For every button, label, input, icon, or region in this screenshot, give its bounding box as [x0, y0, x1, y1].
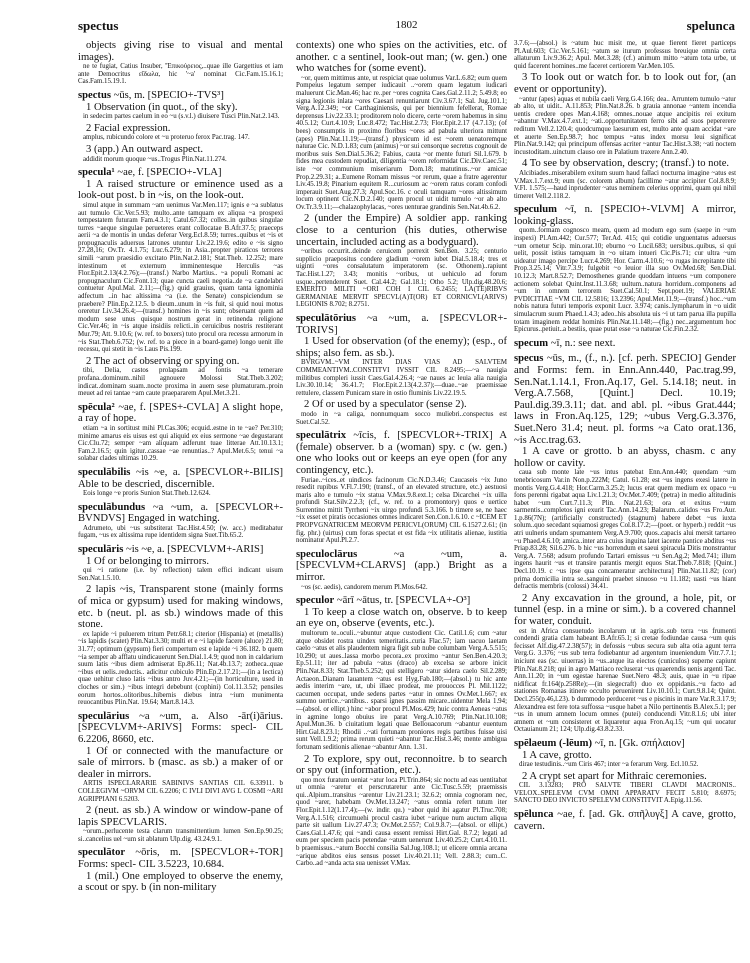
citation-block: tibi, Delia, castos prolapsam ad fontis ~a temerare profana..dominum..nihil agnouere Molossi Stat.Theb.3.202; indicat..dominam suam..nocte proxima in auem sese plumaturam..proin meuet ad rei tantae ~am caute praepararem Apul.Met.3.21.	[78, 367, 283, 398]
sense-definition: 1 A raised structure or eminence used as a look-out post. b in ~is, on the look-out.	[78, 178, 283, 202]
dictionary-entry-head	[296, 313, 507, 336]
sense-definition: 1 To keep a close watch on, observe. b to keep an eye on, observe (events, etc.).	[296, 606, 507, 630]
running-header	[78, 18, 735, 34]
dictionary-entry-head	[296, 549, 507, 584]
sense-definition: 2 Facial expression.	[86, 122, 171, 134]
citation-block: Furiae..~ices..et uindices facinorum Cic.N.D.3.46; Caucaseis ~ix Juno resedit rupibus V.Fl.7.190; (transf., of an elevated structure, etc.) aestuosi maris alto e tumulo ~ix statua V.Max.9.8.ext.1; celsa Dicarchei ~ix uilla profundi Stat.Silv.2.2.3; (cf., w. ref. to a promontory) quos e uertice Surrentino mittit Tyrrheni ~ix uirgo profundi 5.3.166. b timere se, ne haec ~ix esset et piratis occasiones omnes indicaret Sen.Con.1.6.10. c ~ICEM ET PROPVGNATRICEM MEORVM PERICVL(ORUM) CIL 6.1527.2.61; (in fig. phr.) (uirtus) cum foras spectat et est fida ~ix utilitatis alienae, iustitia nominatur Apul.Pl.2.7.	[296, 476, 507, 545]
first-headword: spectus	[78, 18, 119, 33]
sense-definition: contexts) one who spies on the activities, etc. of another. c a sentinel, look-out man; (w. gen.) one who watches for (some event).	[296, 40, 507, 75]
sense-definition: 2 (under the Empire) A soldier app. ranking close to a centurion (his duties, otherwise uncertain, included acting as a bodyguard).	[296, 213, 507, 248]
sense-definition: 4 To see by observation, descry; (transf.) to note.	[522, 158, 730, 170]
entry-gloss: ~a ~um, a. [SPECVLVM+CLARVS] (app.) Bright as a mirror.	[296, 548, 507, 584]
entry-gloss: ~ī, n. [SPECIO+-VLVM] A mirror, looking-glass.	[514, 204, 736, 227]
entry-gloss: ~a ~um, a. [SPECVLOR+-BVNDVS] Engaged in watching.	[78, 501, 283, 525]
headword: speculum	[514, 204, 557, 216]
citation-block: qui ~i ratione (i.e. by reflection) talem effici indicant uisum Sen.Nat.1.5.10.	[78, 567, 283, 582]
headword: speculātōrius	[296, 313, 357, 324]
citation-block: quo mox furatum ueniat ~atur loca Pl.Trin.864; sic noctu ad eas uentitabat ut omnia ~aretur et perscrutaretur ante Cic.Tusc.5.59; praemissis qui..Alpium..transitus ~arentur Liv.21.23.1; 32.6.2; omnia cognoram nec, quod ~arer, habebam Ov.Met.13.247; ~atus omnia refert tutum iter Flor.Epit.1.12(1.17.4);—(w. indir. qu.) ~abor quid ibi agatur Pl.Truc.708; Verg.A.1.516; circumuehi procul castra iubet ~arique num auctum aliqua parte sit uallum Liv.27.47.3; Ov.Met.2.557; Col.9.8.7;—(absol. or ellipt.) Caes.Gal.1.47.6; qui ~andi causa essent remissi Hirt.Gal. 8.7.2; legati ad eum per speciem pacis petendae ~atum uenerunt Liv.40.25.2; Curt.4.10.11. b praemissus..~atum Bocchi consilia Sal.Jug.108.1; ut elicere omnia arcana ~arique abditos eius sensus posset Liv.40.21.11; Vell. 2.88.3; cum..C. Carbo..ad ~anda acta sua uenisset V.Max.	[296, 776, 507, 868]
headword: spēcula²	[78, 401, 115, 413]
citation-block: dirae testudinis..~um Ciris 467; inter ~a ferarum Verg. Ecl.10.52.	[519, 761, 699, 769]
dictionary-entry-head	[514, 338, 736, 350]
dictionary-entry-head	[296, 430, 507, 476]
headword: speculāris	[78, 544, 124, 556]
sense-definition: 2 Any excavation in the ground, a hole, pit, or tunnel (esp. in a mine or sim.). b a covered channel for water, conduit.	[514, 592, 736, 627]
citation-block: ARTIS ISPECLARARIE SABINIVS SANTIAS CIL 6.33911. b COLLEGIVM ~ORVM CIL 6.2206; C IVLI DIVI AVG L COSMI ~ARI AGRIPPIANI 6.5203.	[78, 780, 283, 803]
dictionary-entry-head	[78, 502, 283, 525]
entry-gloss: ~ae, f. [SPES+-CVLA] A slight hope, a ray of hope.	[78, 401, 283, 425]
entry-gloss: ~is ~e, a. [SPECVLOR+-BILIS] Able to be descried, discernible.	[78, 466, 283, 490]
citation-block: caua sub monte late ~us intus patebat Enn.Ann.440; quendam ~um tenebricosum Var.in Non.p.222M; Catul. 61.28; est ~us ingens exesi latere in montis Verg.G.4.418; Hor.Carm.3.25.2; lucus erat quem medium ex opaco ~u fons perenni rigabat aqua Liv.1.21.3; Ov.Met.7.409; (petra) in medio altitudinis habet ~um Curt.7.11.3; Plin. Nat.21.63; ora et exitus ~uum sarmentis..completos igni exurit Tac.Ann.14.23; Balarum..calidos ~us Fro.Aur. 1.p.86(7N); (artificially constructed) (stagnum) habere debet ~us iuxta solum..quo secedant squamosi greges Col.8.17.2;—(poet. or hyperb.) reddit ~us atri uulneris undam spumantem Verg.A.9.700; quos..capacis alui mersit tartareo ~u Phaed.4.6.10; amica..inter atra cuius inguina latet iacente pantice abditus ~us Priap.83.28; Sil.6.276. b hic ~us horrendum et saeui spiracula Ditis monstrantur Verg.A. 7.568; adsum profundo Tartari emissus ~u Sen.Ag.2; Med.741; illum ingens haurit ~us et transire parantis mergit equos Stat.Theb.7.818; [Quint.] Decl.10.19. c ~us ipse qua concameratur architectura] Plin.Nat.11.82; (cor) prima domicilia intra se..sanguini praebet sinuoso ~u 11.182; uasti ~us hiant defractis membris (colossi) 34.41.	[514, 469, 736, 591]
entry-gloss: ~is ~e, a. [SPECVLVM+-ARIS]	[123, 544, 264, 556]
citation-block: ne te fugiat, Catius Insuber, 'Ἐπικούρειος,..quae ille Gargettius et iam ante Democritus εἴδωλα, hic '~a' nominat Cic.Fam.15.16.1; Cas.Fam.15.19.1.	[78, 63, 283, 86]
entry-gloss: ~ae, f. [SPECIO+-VLA]	[114, 167, 222, 179]
entry-gloss: ~ūs, m., (f., n.). [cf. perh. SPECIO] Gender and Forms: fem. in Enn.Ann.440, Pac.trag.99, Sen.Nat.1.14.1, Fron.Aq.17, Gel. 5.14.18; neut. in Verg.A.7.568, [Quint.] Decl. 10.19; Paul.dig.39.3.11; dat. and abl. pl. ~ibus Grat.444; laws in Fron.Aq.125, 129; ~ubus Verg.G.3.376, Suet.Nero 31.4; neut. pl. forms ~a Cato orat.136, ~is Acc.trag.63.	[514, 353, 736, 446]
headword: spēlaeum (-lēum)	[514, 737, 592, 749]
sense-definition: 1 Used for observation (of the enemy); (esp., of ships; also fem. as sb.).	[296, 336, 507, 359]
sense-definition: 1 Observation (in quot., of the sky).	[86, 101, 238, 113]
citation-block: etiam ~a in sortitust mihi Pl.Cas.306; ecquid..estne in te ~ae? Per.310; minime amarus eis uisus est qui aliquid ex eius sermone ~ae degustarant Cic.Clu.72; semper ~am aliquam adferunt tuae litterae Att.10.13.1; Fam.2.16.5; quin igitur..cassae ~ae renuntias..? Apul.Met.6.5; tenui ~a solabar clades ultimas 10.29.	[78, 424, 283, 463]
headword: speculābundus	[78, 501, 146, 513]
sense-definition: 1 (mil.) One employed to observe the enemy, a scout or spy. b (in non-military	[78, 870, 283, 894]
headword: speculoclārus	[296, 548, 358, 560]
sense-definition: 2 To explore, spy out, reconnoitre. b to search or spy out (information, etc.).	[296, 753, 507, 777]
citation-block: 3.7.6;—(absol.) is ~atum huc misit me, ut quae fierent fieret particeps Pl.Aul.603; Cic.Ver.5.161; ~atum se iturum professus breuique omnia certa allaturum Liv.9.36.2; Apul. Met.3.28; (cf.) animum mitto ~atum tota urbe, ut quid facerent homines..me faceret certiorem Var.Men.105.	[514, 40, 736, 70]
citation-block: Adrumeto, ubi ~us substiterat Tac.Hist.4.50; (w. acc.) meditabatur fugam, ~us ex altissima rupe identidem signa Suet.Tib.65.2.	[78, 524, 283, 540]
sense-definition: objects giving rise to visual and mental images).	[78, 40, 283, 63]
headword: speculābilis	[78, 466, 131, 478]
headword: speculātrix	[296, 430, 347, 442]
dictionary-entry-head	[514, 809, 736, 832]
entry-gloss: ~ārī ~ātus, tr. [SPECVLA+-O³]	[334, 595, 471, 607]
headword: specus	[514, 353, 544, 365]
dictionary-entry-head	[296, 595, 507, 607]
dictionary-entry-head	[78, 847, 283, 870]
headword: spēlunca	[514, 809, 554, 821]
dictionary-entry-head	[78, 402, 283, 425]
sense-definition: 2 (neut. as sb.) A window or window-pane of lapis SPECVLARIS.	[78, 805, 283, 828]
sense-definition: 1 Of or connected with the manufacture or sale of mirrors. b (masc. as sb.) a maker of or dealer in mirrors.	[78, 745, 283, 780]
headword: spectus	[78, 89, 111, 101]
last-headword: spelunca	[686, 18, 735, 33]
sense-definition: 1 A cave or grotto. b an abyss, chasm. c any hollow or cavity.	[514, 446, 736, 469]
dictionary-entry-head	[514, 353, 736, 446]
sense-definition: 2 Of or used by a speculator (sense 2).	[304, 399, 467, 411]
sense-definition: 2 A crypt set apart for Mithraic ceremonies.	[522, 770, 707, 782]
citation-block: Eois longe ~e proris Sunion Stat.Theb.12.624.	[83, 490, 211, 498]
column-right	[514, 40, 736, 930]
headword: speculor	[296, 595, 335, 607]
citation-block: est in Africa consuetudo incolarum ut in agris..sub terra ~us frumenti condendi gratia clam habeant B.Afr.65.1; si cretae fodiundae causa ~um quis fecisset Alf.dig.47.2.38(57); in defossis ~ubus secura sub alta otia agunt terra Verg.G. 3.376; ~us sub terra fodiebantur ad argentum inueniendum Vitr.7.7.1; iniciunt eas (sc. uiuerras) in ~us..atque ita eiectos (cuniculos) superne capiunt Plin.Nat.8.218; qui in agro Mattiaco recluserat ~us quaerendis uenis argenti Tac. Ann.11.20; in ~um egestae harenae Suet.Nero 48.3; auis, quae in ~u ripae nidificat fr.164(p.258Re);—(in siegecraft) duo ex oppidanis..~u facto ad stationes Romanas itinere occulto peruenirent Liv.10.10.1; Curt.9.8.14; Quint. Decl.255(p.46,l.23). b dummodo perduceret ~us e piscinis in mare Var.R.3.17.9; Alexandrea est fere tota suffossa ~usque habet a Nilo pertinentis B.Alex.5.1; per ~us in unum amnem locum omnes (putei) conducendi Vitr.8.1.6; ubi inter amnem et ~um consisteret et liquaretur aqua Fron.Aq.15; ~um qui uocatur Octauianum 21; 124; Ulp.dig.43.8.2.33.	[514, 627, 736, 734]
citation-block: ex lapide ~i puluerem tritum Petr.68.1; citerior (Hispania) et (metallis) ~is lapidis (scatet) Plin.Nat.3.30; multi et e ~i lapide facere (aluce) 21.80; 31.77; optimum (gypsum) fieri compertum est e lapide ~i 36.182. b quem ~ia semper ab afflatu uindicauerunt Sen.Dial.1.4.9; quod non in caldarium suum latis ~ibus diem admiserat Ep.86.11; Nat.4b.13.7; zotheca..quae ~ibus et uelis..reductis.. adicitur cubiculo Plin.Ep.2.17.21;—(in a lectica) quae uehitur cluso latis ~ibus antro Juv.4.21;—(in horticulture, used in cloches or sim.) ~ibus integri debebunt (cophini) Col.11.3.52; pensiles eorum hortos..olitoribus..hibernis diebus intra ~ium munimenta reuocantibus Plin.Nat. 19.64; Mart.8.14.3.	[78, 630, 283, 707]
dictionary-entry-head	[78, 711, 283, 746]
entry-gloss: ~ae, f. [ad. Gk. σπῆλυγξ] A cave, grotto, cavern.	[514, 809, 736, 832]
entry-gloss: ~ī, n. [Gk. σπήλαιον]	[591, 737, 685, 749]
citation-block: amplus, rubicundo colore et ~u proteruo ferox Pac.trag. 147.	[83, 134, 250, 142]
entry-gloss: ~īcis, f. [SPECVLOR+-TRIX] A (female) observer. b a (woman) spy. c (w. gen.) one who looks out or keeps an eye open (for any contingency, etc.).	[296, 430, 507, 476]
entry-gloss: ~a ~um, a. [SPECVLOR+-TORIVS]	[296, 313, 507, 336]
citation-block: ~os (sc. aedis), candorem merum Pl.Mos.642.	[301, 583, 428, 591]
citation-block: ~oribus occurrit..deinde ceruicem porrexit Sen.Ben. 3.25; centurio supplicio praepositus condere gladium ~orem iubet Dial.5.18.4; tres et uiginti ~ores consalutatum imperatorem (sc. Othonem)..rapiunt Tac.Hist.1.27; 3.43; monitis ~oribus, ut uehiculo ad forum usque..pertenderent Suet. Cal.44.2; Gal.18.1; Otho 5.2; Ulp.dig.48.20.6; EMERITO MILITI ~ORI COH I CIL 6.2455; LA(TE)RIBVS GERMANIAE MERVIT SPECVL(A)T(OR) ET CORNICVL(ARIVS) LEGIONIS 8.702; 8.2751.	[296, 248, 507, 309]
dictionary-entry-head	[514, 738, 736, 750]
citation-block: in sedecim partes caelum in eo ~u (s.v.l.) diuisere Tusci Plin.Nat.2.143.	[83, 113, 280, 121]
entry-gloss: ~ūs, m. [SPECIO+-TVS³]	[110, 89, 224, 101]
sense-definition: 3 To look out or watch for. b to look out for, (an event or opportunity).	[514, 72, 736, 95]
citation-block: BVRGVM..~VM INTER DIAS VIAS AD SALVTEM COMMEANTIVM..CONSTITVI IVSSIT CIL 8.2495;—~a nauigia militibus compleri iussit Caes.Gal.4.26.4; ~ae naues ac leuia alia nauigia Liv.30.10.14; 36.41.7; Flor.Epit.2.13(4.2.37);—duae..~ae praemissae rettulere, classem Punicam stare in ostio fluminis Liv.22.19.5.	[296, 359, 507, 397]
entry-gloss: ~ōris, m. [SPECVLOR+-TOR] Forms: specl- CIL 3.5223, 10.684.	[78, 847, 283, 871]
column-left	[78, 40, 283, 930]
headword: speculārius	[78, 710, 130, 722]
sense-definition: 2 lapis ~is, Transparent stone (mainly forms of mica or gypsum) used for making windows, etc. b (neut. pl. as sb.) windows made of this stone.	[78, 584, 283, 631]
dictionary-entry-head	[78, 167, 283, 179]
sense-definition: 2 The act of observing or spying on.	[86, 355, 240, 367]
citation-block: ~antur (apes) aquas et nubila caeli Verg.G.4.166; dea.. Arruntem tumulo ~atur ab alto, ut uidit.. A.11.853; Plin.Nat.8.26. b grauia annonae ~antem incendia uentis credere opes Man.4.168; omnes..nouae atque ancipitis rei exitum ~abantur V.Max.4.7.ext.1; ~ati..opportunitatem ferro sibi ad suos pepererere reditum Vell.2.120.4; quodcumque laesurum est, multo ante quam accidat ~are et auerte Sen.Ep.98.7; hoc tempus ~atus index morsu leui significat Plin.Nat.9.142; qui principum offensas acriter ~antur Tac.Hist.3.38; ~ati noctem incustoditam..uinctum clauso ore in Palatium traxere Ann.2.40.	[514, 95, 736, 156]
citation-block: simul atque in summam ~am uenimus Var.Men.117; ignis e ~a sublatus aut tumulo Cic.Ver.5.93; multo..ante tamquam ex aliqua ~a prospexi tempestatem futuram Fam.4.3.1; Catul.67.32; colles..in quibus singulae turres ~aeque singulae perueteres erant collocatae B.Afr.37.5; praeceps aerii ~a de montis in undas deferar Verg.Ecl.8.59; turres..quibus et ~is et propugnaculis aduersus latrones utuntur Liv.22.19.6; edito e ~is signo 27.28,16; Ov.Tr. 4.1.75; Luc.6.279; in Asia..propter piraticos terrores simili ~arum praesidio excitato Plin.Nat.2.181; Stat.Theb. 12.252; mare intestinum et externum imminentesque Herculis ~as Flor.Epit.2.13(4.2.76);—(transf.) Narbo Martius.. ~a populi Romani ac propugnaculum Cic.Font.13; quae cuncta caeli negotia..de ~a candelabri contuetur Apul.Mal. 2.11;—(fig.) quid grauius, quam tanta ignominia adfectum ..in hac altissima ~a (i.e. the Senate) conspiciendum se praebere? Plin.Ep.2.12.5. b dieum..unum in ~is fuit, si quid noui motus oreretur Liv.34.26.4;—(transf.) homines in ~is sunt; obseruant quem ad modum sese unus quisque nostrum gerat in retinenda religione Cic.Ver.46; in ~is atque insidiis relicti..in ceruicibus nostris restiterant Mur.79; Att. 9.10.6; (w. ref. to boxers) tuto procul ora recessu armorum in ~is Stat.Theb.6.752; (w. ref. to a piece in a board-game) longo uenit ille recessu, qui stetit in ~is Laus Pis.199.	[78, 201, 283, 354]
entry-gloss: ~a ~um, a. Also -ār(i)ārius. [SPECVLVM+-ARIVS] Forms: specl- CIL 6.2206, 8660, etc.	[78, 710, 283, 745]
column-middle	[296, 40, 507, 930]
entry-gloss: ~ī, n.: see next.	[548, 337, 616, 349]
citation-block: ~orum..perlucente testa clarum transmittentium lumen Sen.Ep.90.25; si..cancelius uel ~um sit ablatum Ulp.dig. 43.24.9.1.	[78, 828, 283, 843]
page-number: 1802	[395, 19, 418, 31]
citation-block: modo in ~a caliga, nonnumquam socco muliebri..conspectus est Suet.Cal.52.	[296, 410, 507, 426]
citation-block: CIL 3.13283; PRO SALVTE TIBERI CLAVDI MACRONIS.. VELOX..SPELEVM CVM OMNI APPARATV FECIT 5.810; 8.6975; SANCTO DEO INVICTO SPELEVM CONSTITVIT A.Epig.11.56.	[514, 782, 736, 805]
citation-block: ~or, quem mittimus ante, ut respiciat quae uolumus Var.L.6.82; eum quem Pompeius legatum semper iudicauit ..~orem quam legatum iudicari maluerunt Cic.Man.46; hac re..per ~ores cognita Caes.Gal.2.11.2; 5.49.8; eo signa legionis inlata ~ores Caesari renuntiarunt Civ.3.67.1; Sal. Jug.101.1; Verg.A.12.349; ~or Carthaginiensis, qui per biennium fefellerat, Romae deprensus Liv.22.33.1; proditorem nolo dicere, certe ~orem habemus in sinu 40.5.12; Curt.4.10.9; Luc.8.472; Tac.Hist.2.73; Flor.Epit.2.17 (4.7.13); (of bees) consumptis in proximo floribus ~ores ad pabula ulteriora mittunt (apes) Plin.Nat.11.19;—(transf.) physicum id est ~orem uenatoremque naturae Cic. N.D.1.83; cum (animus) ~or sui censorque secretus cognouit de moribus suis Sen.Dial.5.36.2; Fabius, cauta ~or mente futuri Sil.1.679. b fides mea custodem repudiat, diligentia ~orem reformidat Cic.Div.Caec.51; iste ~or communium miseriarum Dom.18; matutinus..~or amicae Prop.2.29.31; a..Eumene Romam missus ~or rerum, quae a fratre agerentur Liv.45.19.8; Pinarium equitem R...curiosum ac ~orem ratus coram confodi imperauit Suet.Aug.27.3; Apul.Soc.16. c oculi tamquam ~ores altissimum locum optinent Cic.N.D.2.140; quem procul ut uidit tumulo ~or ab alto Ov.Tr.3.9.11;—chalazophylacas, ~ores uenturae grandinis Sen.Nat.4b.6.2.	[296, 74, 507, 211]
headword: speculātor	[78, 847, 126, 859]
sense-definition: 1 A cave, grotto.	[522, 749, 592, 761]
citation-block: Alcibiades..miserabilem exitum suum haud fallaci nocturna imagine ~atus est V.Max.1.7.ext.9; eum (sc. colorem album) facillime ~atur accipiter Col.8.8.9; V.Fl. 1.575;—haud inprudenter ~atus neminem celerius opprimi, quam qui nihil timeret Vell.2.118.2.	[514, 169, 736, 200]
citation-block: addidit morum quoque ~us..Trogus Plin.Nat.11.274.	[83, 155, 227, 163]
headword: specula¹	[78, 167, 115, 179]
dictionary-entry-head	[78, 544, 283, 556]
headword: specum	[514, 337, 549, 349]
citation-block: quom..formam cognosco meam, quem ad modum ego sum (saepe in ~um inspexi) Pl.Am.442; Cur.577; Ter.Ad. 415; qui cotidie unguentatus aduersus ~um ornetur Scip. min.orat.10; eburno ~o Lucil.683; uersibus..quibus, si qui uelit, possit istius tamquam in ~o uitam intueri Cic.Pis.71; cur ultra ~um uideatur imago percipe Lucr.4.269; Hor. Carm.4.10.6; ~o rugas increpitante tibi Prop.3.25.14; Vitr.7.3.9; fulgebit ~o leuior illa suo Ov.Med.68; Sen.Dial. 10.12.3; Mart.8.52.7; Demosthenes grande quoddam intuens ~um componere actionem solebat Quint.Inst.11.3.68; uultum..natura horridum..componens ad ~um in omnem terrorem Suet.Cal.50.1; Sept.poet.19; VALERIAE PVDICITIAE ~VM CIL 12.5816; 13.2396; Apul.Met.11.9;—(transf.) hoc..~um nobis natura futuri temporis exponit Lucr. 3.974; canis..lympharum in ~o uidit simulacrum suum Phaed.1.4.3; adeo..his absoluta uis ~i ut tam parua illa pupilla totam imaginem reddat hominis Plin.Nat.11.148;—(fig.) nec..argumentum hoc Epicurus..petiuit..a bestiis, quae putat esse ~a naturae Cic.Fin.2.32.	[514, 227, 736, 334]
sense-definition: 1 Of or belonging to mirrors.	[86, 555, 209, 567]
dictionary-entry-head	[78, 90, 283, 102]
dictionary-entry-head	[514, 204, 736, 227]
citation-block: multorum te..oculi..~abuntur atque custodient Cic. Catil.1.6; cum ~atur atque obsidet rostra uindex temeritatis..curia Flac.57; iam uacuo laetam caelo ~atus et alis plaudentem nigra figit sub nube columbam Verg.A.5.515; 10.290; ut aues..lassa morbo pecora..ex proximo ~antur Sen.Ben.4.20.3; Ep.51.11; iter ad pabula ~atus (draco) ab excelsa se arbore inicit Plin.Nat.8.33; Stat.Theb.5.252; qui stelligero ~atur sidera caelo Sil.2.289; Actaeon..Dianam lauantem ~atus est Hyg.Fab.180;—(absol.) tu hic ante aedis interim ~are, ut, ubi illaec prodeat, me prouocces Pl. Mil.1122; cacumen occupat, unde sedens partes ~atur in omnes Ov.Met.1.667; ex summo uertice..~antibus.. sparsi ignes passim micare..uidentur Mela 1.94;—(absol. or ellipt.) hinc ~abor procul Pl.Mos.429; huic contra Aeneas ~atus in agmine longo obuius ire parat Verg.A.10.769; Plin.Nat.10.108; Apul.Mun.36. b ciuitatium legati quae Bellouacorum ~abantur euentum Hirt.Gal.8.23.1; Rhodii ..~ati fortunam proniores regis partibus fuisse uisi sunt Vell.1.9.2; prima rerum quieti ~abantur Tac.Hist.3.46; mente ambigua fortunam seditionis alienae ~abantur Ann. 1.31.	[296, 630, 507, 751]
dictionary-entry-head	[78, 467, 283, 490]
sense-definition: 3 (app.) An outward aspect.	[86, 143, 204, 155]
